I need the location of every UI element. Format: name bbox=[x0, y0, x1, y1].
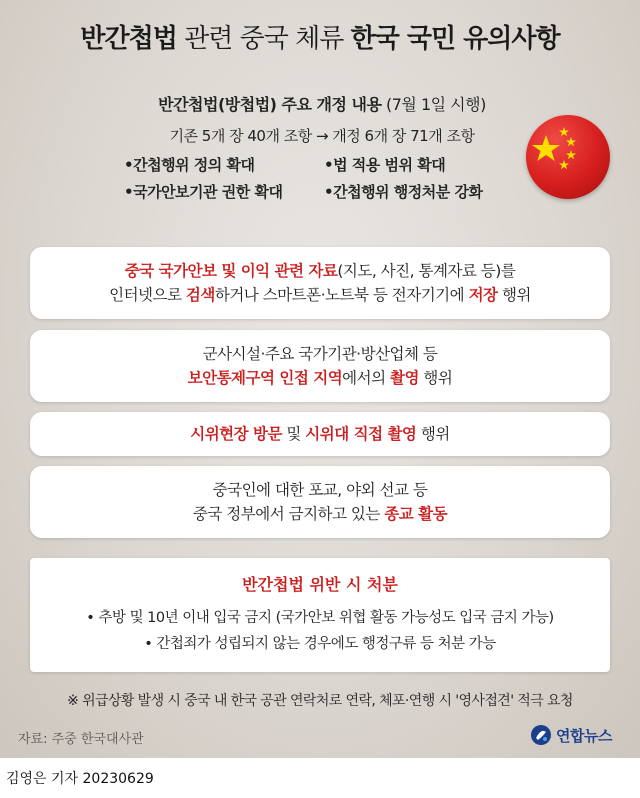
emergency-note: ※ 위급상황 발생 시 중국 내 한국 공관 연락처로 연락, 체포·연행 시 '영사접견' 적극 요청 bbox=[67, 693, 573, 709]
byline: 김영은 기자 20230629 bbox=[6, 771, 154, 787]
card-text: 에서의 bbox=[342, 369, 391, 387]
card-line: 중국인에 대한 포교, 야외 선교 등 bbox=[212, 481, 428, 499]
card-line bbox=[30, 259, 610, 283]
summary-heading-main: 반간첩법(방첩법) 주요 개정 내용 bbox=[158, 95, 382, 114]
summary-bullet: •국가안보기관 권한 확대 bbox=[124, 183, 283, 201]
penalty-item: • 간첩죄가 성립되지 않는 경우에도 행정구류 등 처분 가능 bbox=[144, 636, 496, 652]
card-text: 중국 정부에서 금지하고 있는 bbox=[192, 505, 385, 523]
summary-heading-date: (7월 1일 시행) bbox=[381, 95, 486, 114]
summary-bullet: •법 적용 범위 확대 bbox=[324, 156, 446, 174]
summary-change-line: 기존 5개 장 40개 조항 → 개정 6개 장 71개 조항 bbox=[169, 127, 475, 145]
caution-card-protest bbox=[30, 412, 610, 456]
card-text: 행위 bbox=[416, 425, 450, 443]
penalty-list bbox=[30, 605, 610, 657]
highlight-text: 저장 bbox=[468, 286, 498, 304]
caution-card-data-search bbox=[30, 247, 610, 319]
penalty-item: • 추방 및 10년 이내 입국 금지 (국가안보 위협 활동 가능성도 입국 금지 가능) bbox=[86, 610, 554, 626]
penalty-box bbox=[30, 558, 610, 672]
yonhap-logo-icon bbox=[530, 724, 552, 746]
card-line bbox=[30, 502, 610, 526]
highlight-text: 시위대 직접 촬영 bbox=[305, 425, 417, 443]
card-text: 인터넷으로 bbox=[109, 286, 186, 304]
title-part-law: 반간첩법 bbox=[80, 24, 177, 54]
summary-bullets bbox=[112, 154, 532, 202]
card-line bbox=[30, 366, 610, 390]
summary-heading bbox=[112, 92, 532, 115]
highlight-text: 촬영 bbox=[390, 369, 419, 387]
penalty-title: 반간첩법 위반 시 처분 bbox=[242, 575, 398, 594]
card-text: 및 bbox=[281, 425, 306, 443]
title-part-middle: 관련 중국 체류 bbox=[176, 24, 351, 54]
card-line bbox=[30, 283, 610, 307]
highlight-text: 종교 활동 bbox=[384, 505, 448, 523]
highlight-text: 검색 bbox=[185, 286, 215, 304]
card-text: 하거나 스마트폰·노트북 등 전자기기에 bbox=[214, 286, 469, 304]
summary-bullet: •간첩행위 행정처분 강화 bbox=[324, 183, 483, 201]
china-flag-icon bbox=[526, 115, 610, 199]
yonhap-logo-text: 연합뉴스 bbox=[556, 726, 612, 745]
card-line: 군사시설·주요 국가기관·방산업체 등 bbox=[202, 345, 438, 363]
page-title bbox=[0, 18, 640, 55]
card-text: (지도, 사진, 통계자료 등)를 bbox=[337, 262, 516, 280]
caution-card-photography bbox=[30, 330, 610, 402]
highlight-text: 보안통제구역 인접 지역 bbox=[187, 369, 343, 387]
highlight-text: 중국 국가안보 및 이익 관련 자료 bbox=[124, 262, 338, 280]
card-text: 행위 bbox=[497, 286, 531, 304]
summary-bullet: •간첩행위 정의 확대 bbox=[124, 156, 255, 174]
amendment-summary bbox=[112, 92, 532, 220]
card-text: 행위 bbox=[418, 369, 453, 387]
title-part-notice: 한국 국민 유의사항 bbox=[350, 24, 560, 54]
card-line bbox=[30, 422, 610, 446]
yonhap-logo bbox=[530, 724, 612, 746]
highlight-text: 시위현장 방문 bbox=[190, 425, 282, 443]
caution-card-religion bbox=[30, 466, 610, 538]
source-credit: 자료: 주중 한국대사관 bbox=[18, 732, 144, 747]
